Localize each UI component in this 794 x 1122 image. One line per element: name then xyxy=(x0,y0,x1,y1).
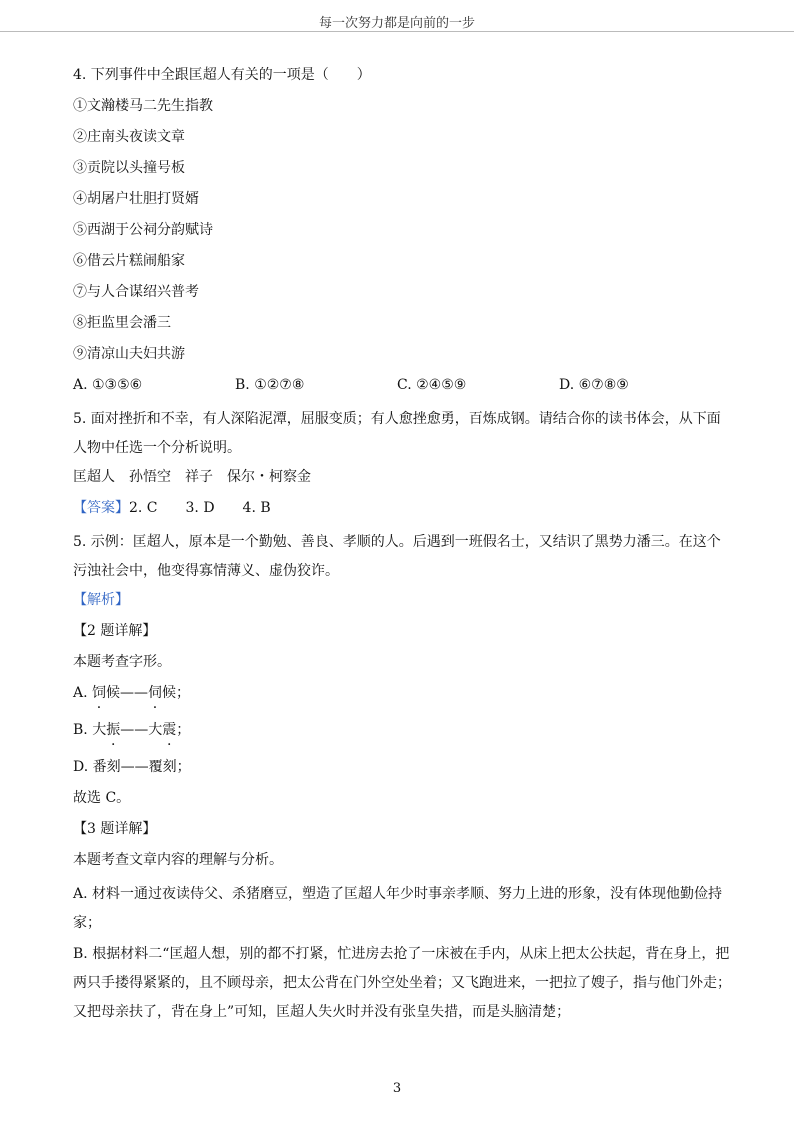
q4-item: ①文瀚楼马二先生指教 xyxy=(73,98,213,114)
answer-line xyxy=(73,497,733,528)
q2-b-prefix: B. 大 xyxy=(73,722,107,738)
page-header: 每一次努力都是向前的一步 xyxy=(318,16,475,31)
document-body xyxy=(73,64,733,1027)
q2-b-wrong-char: 振 xyxy=(106,722,121,738)
q2-a-wrong-char: 饲 xyxy=(92,685,107,701)
q2-b-correct-char: 震 xyxy=(162,722,177,738)
answer-tag: 【答案】 xyxy=(73,500,129,516)
q2-a-correct-char: 伺 xyxy=(148,685,163,701)
q2-a-prefix: A. xyxy=(73,685,93,701)
q3-intro: 本题考查文章内容的理解与分析。 xyxy=(73,852,283,868)
q2-a-mid: 候—— xyxy=(106,685,149,701)
q4-choice-a: A. ①③⑤⑥ xyxy=(73,377,143,393)
q5-stem: 5. 面对挫折和不幸，有人深陷泥潭，屈服变质；有人愈挫愈勇，百炼成钢。请结合你的读书体会，从下面人物中任选一个分析说明。 xyxy=(73,411,721,456)
q2-option-b xyxy=(73,719,733,756)
q4-choice-c: C. ②④⑤⑨ xyxy=(397,377,467,393)
q2-option-a xyxy=(73,682,733,719)
q2-b-suffix: ； xyxy=(176,722,191,738)
q4-item: ⑦与人合谋绍兴普考 xyxy=(73,284,199,300)
q2-option-d: D. 番刻——覆刻； xyxy=(73,759,191,775)
q4-item: ④胡屠户壮胆打贤婿 xyxy=(73,191,199,207)
q2-intro: 本题考查字形。 xyxy=(73,654,171,670)
q4-item: ②庄南头夜读文章 xyxy=(73,129,185,145)
page-number: 3 xyxy=(392,1081,402,1096)
header-divider xyxy=(0,31,794,32)
q4-item: ⑨清凉山夫妇共游 xyxy=(73,346,185,362)
q3-title: 【3 题详解】 xyxy=(73,821,157,837)
q4-item: ⑥借云片糕闹船家 xyxy=(73,253,185,269)
answer-values: 2. C 3. D 4. B xyxy=(129,500,271,516)
analysis-label: 【解析】 xyxy=(73,592,129,608)
q3-option-a: A. 材料一通过夜读侍父、杀猪磨豆，塑造了匡超人年少时事亲孝顺、努力上进的形象，没有体现他勤俭持家； xyxy=(73,886,723,931)
q4-choices xyxy=(73,374,733,405)
q2-a-suffix: 候； xyxy=(162,685,191,701)
q4-choice-d: D. ⑥⑦⑧⑨ xyxy=(559,377,629,393)
q4-item: ③贡院以头撞号板 xyxy=(73,160,185,176)
q4-item: ⑧拒监里会潘三 xyxy=(73,315,171,331)
q4-choice-b: B. ①②⑦⑧ xyxy=(235,377,305,393)
answer-example: 5. 示例：匡超人，原本是一个勤勉、善良、孝顺的人。后遇到一班假名士，又结识了黑势力潘三。在这个污浊社会中，他变得寡情薄义、虚伪狡诈。 xyxy=(73,534,721,579)
analysis-tag xyxy=(73,589,733,620)
q5-people: 匡超人 孙悟空 祥子 保尔・柯察金 xyxy=(73,469,311,485)
q2-b-mid: ——大 xyxy=(120,722,163,738)
q2-conclusion: 故选 C。 xyxy=(73,790,131,806)
q4-item: ⑤西湖于公祠分韵赋诗 xyxy=(73,222,213,238)
q4-stem: 4. 下列事件中全跟匡超人有关的一项是（ ） xyxy=(73,67,371,83)
q3-option-b: B. 根据材料二“匡超人想，别的都不打紧，忙进房去抢了一床被在手内，从床上把太公扶起，背在身上，把两只手搂得紧紧的，且不顾母亲，把太公背在门外空处坐着；又飞跑进来，一把拉了嫂子，指与他门外走；又把母亲扶了，背在身上”可知，匡超人失火时并没有张皇失措，而是头脑清楚； xyxy=(73,946,731,1020)
q2-title: 【2 题详解】 xyxy=(73,623,157,639)
